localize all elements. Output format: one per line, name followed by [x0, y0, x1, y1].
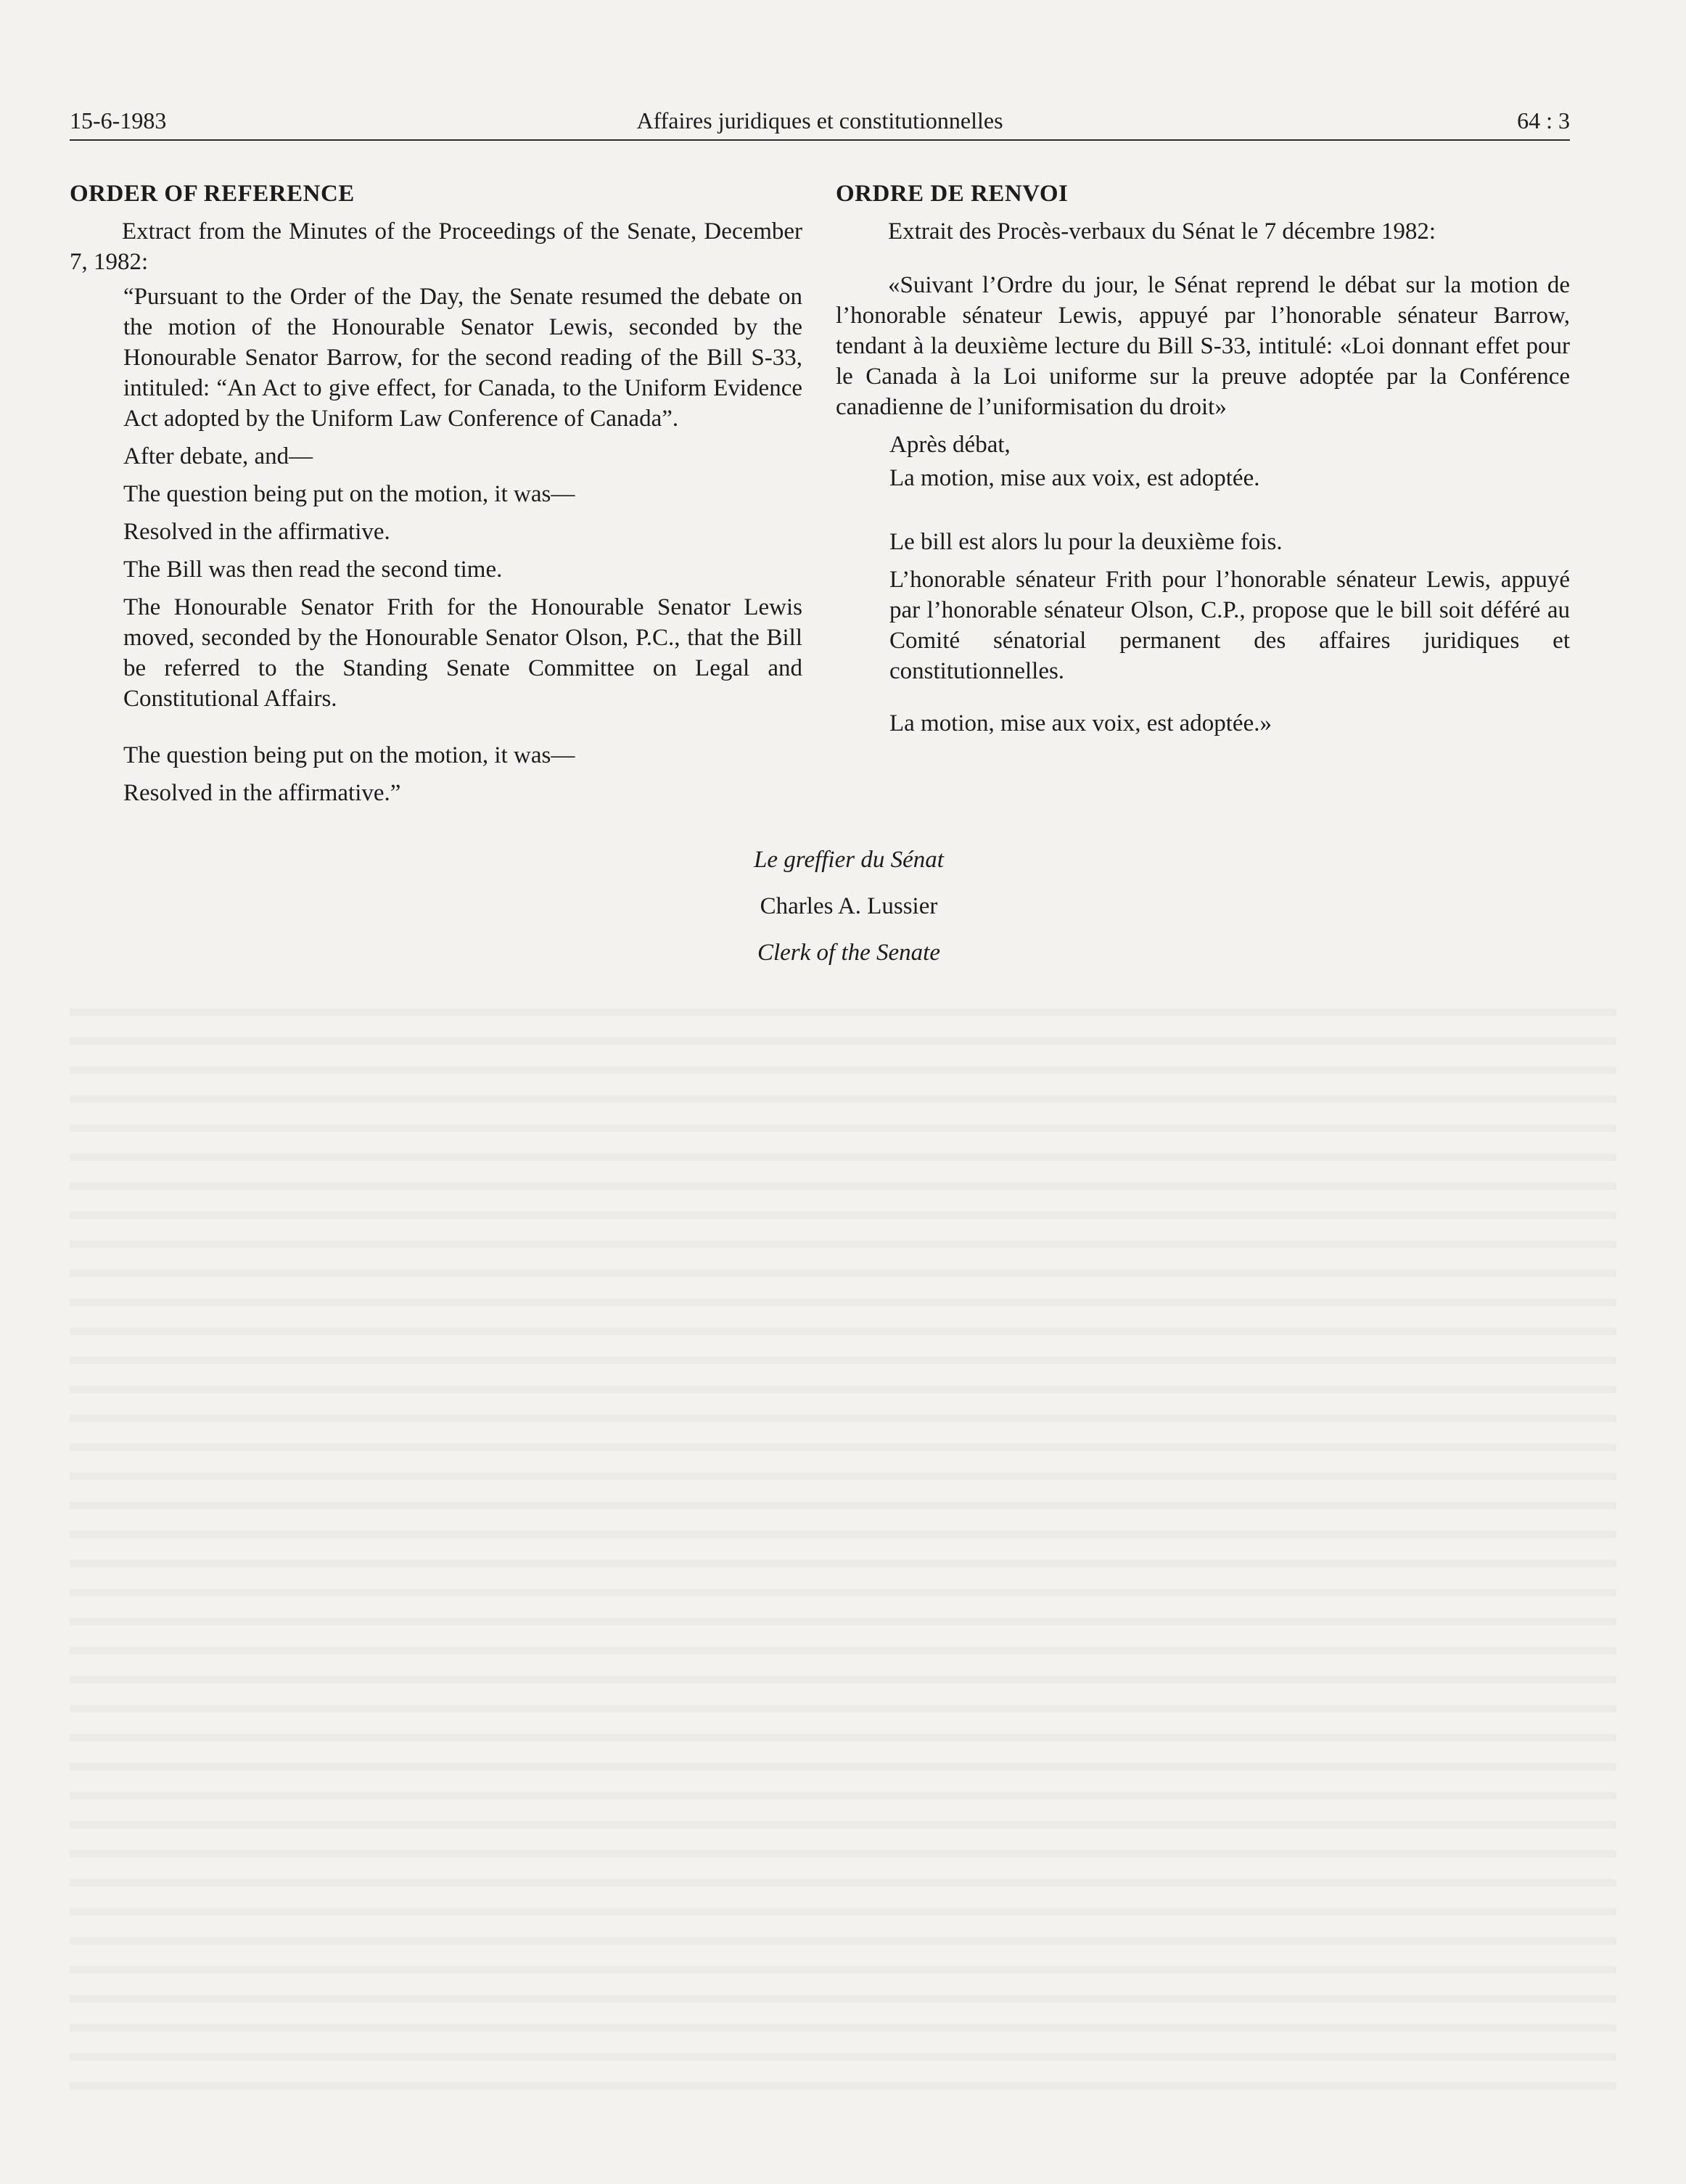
french-paragraph: La motion, mise aux voix, est adoptée. [889, 465, 1260, 491]
french-paragraph: Après débat, [889, 432, 1011, 458]
english-heading: ORDER OF REFERENCE [70, 181, 355, 207]
english-paragraph: The Bill was then read the second time. [123, 557, 503, 583]
french-paragraph: L’honorable sénateur Frith pour l’honorable sénateur Lewis, appuyé par l’honorable sénateur Olson, C.P., propose que le bill soit déféré au Comité sénatorial permanent des affaires juridiques et constitutionnelles. [889, 567, 1570, 684]
english-paragraph: The Honourable Senator Frith for the Honourable Senator Lewis moved, seconded by the Honourable Senator Olson, P.C., that the Bill be referred to the Standing Senate Committee on Legal and Constitutional Affairs. [123, 594, 802, 712]
french-heading: ORDRE DE RENVOI [836, 181, 1069, 207]
french-intro: Extrait des Procès-verbaux du Sénat le 7 décembre 1982: [888, 218, 1436, 245]
signature-title-en: Clerk of the Senate [757, 940, 940, 966]
english-paragraph: The question being put on the motion, it was— [123, 481, 575, 507]
english-column [70, 178, 802, 808]
signature-name: Charles A. Lussier [760, 893, 938, 919]
signature-title-fr: Le greffier du Sénat [754, 847, 944, 873]
english-paragraph: Resolved in the affirmative. [123, 519, 390, 545]
french-column [836, 178, 1570, 739]
header-date: 15-6-1983 [70, 107, 167, 134]
french-quote [836, 270, 1570, 739]
french-paragraph: La motion, mise aux voix, est adoptée.» [889, 710, 1272, 736]
header-page-number: 64 : 3 [1517, 107, 1570, 134]
header-title: Affaires juridiques et constitutionnelles [636, 107, 1003, 134]
english-intro: Extract from the Minutes of the Proceedings of the Senate, December 7, 1982: [70, 218, 802, 275]
french-paragraph: Le bill est alors lu pour la deuxième fois. [889, 529, 1283, 555]
signature-block [704, 845, 994, 984]
english-paragraph: After debate, and— [123, 443, 313, 469]
bleed-through-texture [70, 987, 1616, 2097]
english-quote [70, 282, 802, 808]
english-paragraph: The question being put on the motion, it was— [123, 742, 575, 768]
english-paragraph: “Pursuant to the Order of the Day, the Senate resumed the debate on the motion of the Honourable Senator Lewis, seconded by the Honourable Senator Barrow, for the second reading of the Bill S-33, intituled: “An Act to give effect, for Canada, to the Uniform Evidence Act adopted by the Uniform Law Conference of Canada”. [123, 284, 802, 432]
french-paragraph: «Suivant l’Ordre du jour, le Sénat reprend le débat sur la motion de l’honorable sénateur Lewis, appuyé par l’honorable sénateur Barrow, tendant à la deuxième lecture du Bill S-33, intitulé: «Loi donnant effet pour le Canada à la Loi uniforme sur la preuve adoptée par la Conférence canadienne de l’uniformisation du droit» [836, 272, 1570, 420]
running-header [70, 100, 1570, 141]
english-paragraph: Resolved in the affirmative.” [123, 780, 401, 806]
